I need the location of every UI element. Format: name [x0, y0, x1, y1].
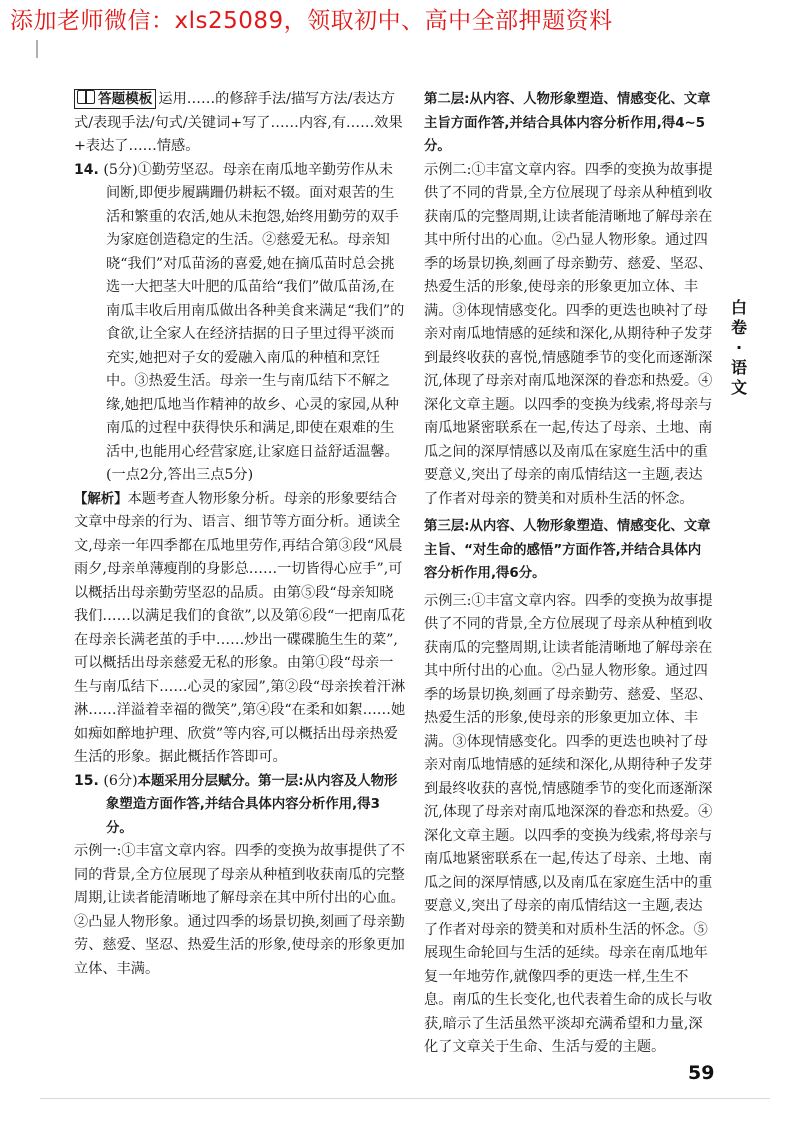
question-14-analysis-text: 本题考查人物形象分析。母亲的形象要结合文章中母亲的行为、语言、细节等方面分析。通读全文,母亲一年四季都在瓜地里劳作,再结合第③段“风晨雨夕,母亲单薄瘦削的身影总……一切皆得心应手”,可以概括出母亲勤劳坚忍的品质。由第⑤段“母亲知晓我们……以满足我们的食欲”,以及第⑥段“一把南瓜花在母亲长满老茧的手中……炒出一碟碟脆生生的菜”,可以概括出母亲慈爱无私的形象。由第①段“母亲一生与南瓜结下……心灵的家园”,第②段“母亲挨着汗淋淋……洋溢着幸福的微笑”,第④段“在柔和如絮……她如痴如醉地护理、欣赏”等内容,可以概括出母亲热爱生活的形象。据此概括作答即可。: [74, 490, 406, 765]
book-icon: [77, 90, 95, 104]
answer-template-label: 答题模板: [98, 91, 153, 107]
question-14-answer: [74, 159, 406, 488]
side-tab-char: 文: [730, 378, 747, 397]
question-15-layer-2: 第二层:从内容、人物形象塑造、情感变化、文章主旨方面作答,并结合具体内容分析作用,得4~5分。: [424, 92, 711, 154]
promo-banner-text: 添加老师微信：xls25089，领取初中、高中全部押题资料: [10, 8, 613, 34]
question-14-analysis: [74, 488, 406, 770]
answer-template-badge: [74, 89, 156, 109]
promo-banner: [0, 0, 800, 34]
right-column: [424, 88, 714, 1060]
question-15-example-1: 示例一:①丰富文章内容。四季的变换为故事提供了不同的背景,全方位展现了母亲从种植到收获南瓜的完整周期,让读者能清晰地了解母亲在其中所付出的心血。②凸显人物形象。通过四季的场景切换,刻画了母亲勤劳、慈爱、坚忍、热爱生活的形象,使母亲的形象更加立体、丰满。: [74, 843, 406, 977]
side-tab-char: 白: [730, 298, 747, 317]
question-15-layer-1: 本题采用分层赋分。第一层:从内容及人物形象塑造方面作答,并结合具体内容分析作用,得3分。: [106, 773, 398, 836]
side-tab-char: 语: [730, 358, 747, 377]
side-tab-char: ·: [735, 338, 743, 357]
footer-divider: [40, 1098, 770, 1099]
side-tab-char: 卷: [730, 318, 747, 337]
side-tab: [728, 298, 750, 398]
left-column: [74, 88, 406, 981]
question-15-layer-3: 第三层:从内容、人物形象塑造、情感变化、文章主旨、“对生命的感悟”方面作答,并结合具体内容分析作用,得6分。: [424, 519, 711, 581]
question-15-points: (6分): [103, 772, 138, 789]
page-number: 59: [688, 1062, 715, 1084]
answer-template: [74, 88, 406, 159]
analysis-tag: 【解析】: [74, 491, 128, 507]
question-15-intro: [74, 770, 406, 841]
question-15-number: 15.: [74, 772, 99, 789]
question-14-answer-text: (5分)①勤劳坚忍。母亲在南瓜地辛勤劳作从未间断,即便步履蹒跚仍耕耘不辍。面对艰苦的生活和繁重的农活,她从未抱怨,始终用勤劳的双手为家庭创造稳定的生活。②慈爱无私。母亲知晓“我们”对瓜苗汤的喜爱,她在摘瓜苗时总会挑选一大把茎大叶肥的瓜苗给“我们”做瓜苗汤,在南瓜丰收后用南瓜做出各种美食来满足“我们”的食欲,让全家人在经济拮据的日子里过得平淡而充实,她把对子女的爱融入南瓜的种植和烹饪中。③热爱生活。母亲一生与南瓜结下不解之缘,她把瓜地当作精神的故乡、心灵的家园,从种南瓜的过程中获得快乐和满足,即使在艰难的生活中,也能用心经营家庭,让家庭日益舒适温馨。(一点2分,答出三点5分): [103, 161, 405, 483]
answer-template-text: 运用……的修辞手法/描写方法/表达方式/表现手法/句式/关键词+写了……内容,有……效果+表达了……情感。: [74, 91, 403, 154]
margin-mark: [36, 40, 38, 58]
question-15-example-2: 示例二:①丰富文章内容。四季的变换为故事提供了不同的背景,全方位展现了母亲从种植到收获南瓜的完整周期,让读者能清晰地了解母亲在其中所付出的心血。②凸显人物形象。通过四季的场景切换,刻画了母亲勤劳、慈爱、坚忍、热爱生活的形象,使母亲的形象更加立体、丰满。③体现情感变化。四季的更迭也映衬了母亲对南瓜地情感的延续和深化,从期待种子发芽到最终收获的喜悦,情感随季节的变化而逐渐深沉,体现了母亲对南瓜地深深的眷恋和热爱。④深化文章主题。以四季的变换为线索,将母亲与南瓜地紧密联系在一起,传达了母亲、土地、南瓜之间的深厚情感以及南瓜在家庭生活中的重要意义,突出了母亲的南瓜情结这一主题,表达了作者对母亲的赞美和对质朴生活的怀念。: [424, 161, 713, 507]
question-14-number: 14.: [74, 161, 99, 178]
question-15-example-3: 示例三:①丰富文章内容。四季的变换为故事提供了不同的背景,全方位展现了母亲从种植到收获南瓜的完整周期,让读者能清晰地了解母亲在其中所付出的心血。②凸显人物形象。通过四季的场景切换,刻画了母亲勤劳、慈爱、坚忍、热爱生活的形象,使母亲的形象更加立体、丰满。③体现情感变化。四季的更迭也映衬了母亲对南瓜地情感的延续和深化,从期待种子发芽到最终收获的喜悦,情感随季节的变化而逐渐深沉,体现了母亲对南瓜地深深的眷恋和热爱。④深化文章主题。以四季的变换为线索,将母亲与南瓜地紧密联系在一起,传达了母亲、土地、南瓜之间的深厚情感,以及南瓜在家庭生活中的重要意义,突出了母亲的南瓜情结这一主题,表达了作者对母亲的赞美和对质朴生活的怀念。⑤展现生命轮回与生活的延续。母亲在南瓜地年复一年地劳作,就像四季的更迭一样,生生不息。南瓜的生长变化,也代表着生命的成长与收获,暗示了生活虽然平淡却充满希望和力量,深化了文章关于生命、生活与爱的主题。: [424, 592, 713, 1055]
